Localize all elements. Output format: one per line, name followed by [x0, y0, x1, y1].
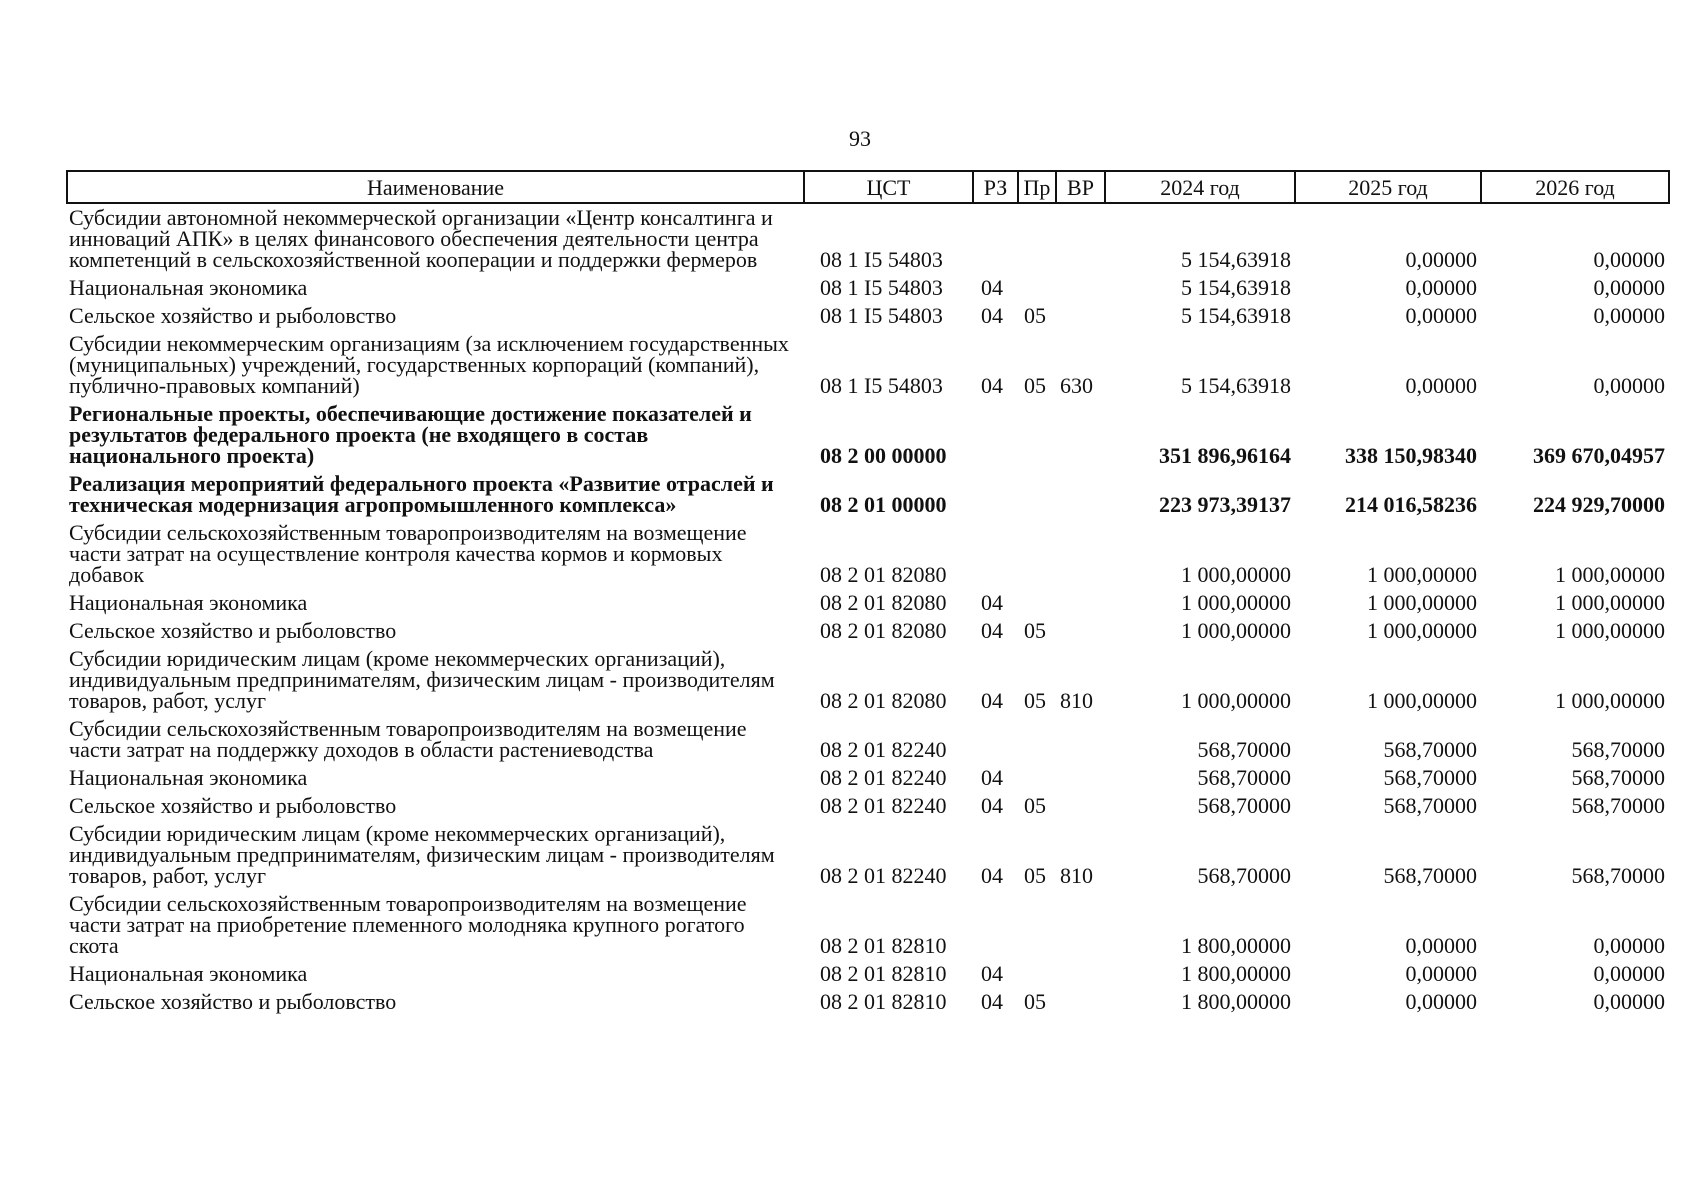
row-vr	[1056, 890, 1105, 960]
row-amount-2025: 568,70000	[1383, 863, 1477, 888]
row-pr	[1018, 764, 1056, 792]
table-row	[67, 617, 1669, 645]
row-amount-2024: 351 896,96164	[1159, 443, 1291, 468]
row-amount-2024: 568,70000	[1197, 765, 1291, 790]
row-amount-2025: 0,00000	[1405, 247, 1477, 272]
row-amount-2026: 1 000,00000	[1555, 562, 1665, 587]
row-rz	[973, 890, 1018, 960]
row-vr	[1056, 203, 1105, 274]
row-vr	[1056, 764, 1105, 792]
row-amount-2026: 0,00000	[1593, 303, 1665, 328]
row-amount-2024: 568,70000	[1197, 863, 1291, 888]
row-cst: 08 2 01 82240	[820, 863, 947, 888]
row-amount-2025: 568,70000	[1383, 793, 1477, 818]
row-amount-2025: 0,00000	[1405, 303, 1477, 328]
row-amount-2024: 1 800,00000	[1181, 989, 1291, 1014]
row-amount-2024: 223 973,39137	[1159, 492, 1291, 517]
row-vr: 630	[1060, 373, 1093, 398]
row-amount-2025: 1 000,00000	[1367, 618, 1477, 643]
row-rz: 04	[981, 765, 1003, 790]
row-amount-2026: 0,00000	[1593, 961, 1665, 986]
row-vr	[1056, 960, 1105, 988]
table-row	[67, 792, 1669, 820]
row-cst: 08 1 I5 54803	[820, 247, 943, 272]
row-name: Сельское хозяйство и рыболовство	[69, 793, 397, 818]
row-cst: 08 1 I5 54803	[820, 303, 943, 328]
row-amount-2024: 1 000,00000	[1181, 688, 1291, 713]
row-pr	[1018, 519, 1056, 589]
row-amount-2026: 0,00000	[1593, 989, 1665, 1014]
row-amount-2026: 568,70000	[1571, 737, 1665, 762]
row-name: Национальная экономика	[69, 961, 308, 986]
row-name: Национальная экономика	[69, 590, 308, 615]
row-amount-2024: 5 154,63918	[1181, 303, 1291, 328]
header-cst: ЦСТ	[804, 171, 973, 203]
row-amount-2026: 0,00000	[1593, 247, 1665, 272]
row-amount-2024: 1 000,00000	[1181, 590, 1291, 615]
row-amount-2024: 1 000,00000	[1181, 562, 1291, 587]
table-row	[67, 890, 1669, 960]
row-amount-2026: 0,00000	[1593, 373, 1665, 398]
budget-table	[66, 170, 1670, 1016]
row-name: Субсидии сельскохозяйственным товаропроизводителям на возмещение части затрат на осуществление контроля качества кормов и кормовых добавок	[69, 520, 747, 587]
row-cst: 08 2 01 82080	[820, 618, 947, 643]
row-amount-2024: 1 800,00000	[1181, 933, 1291, 958]
row-vr	[1056, 400, 1105, 470]
table-row	[67, 302, 1669, 330]
row-amount-2026: 0,00000	[1593, 933, 1665, 958]
table-row	[67, 988, 1669, 1016]
row-amount-2025: 214 016,58236	[1345, 492, 1477, 517]
row-cst: 08 1 I5 54803	[820, 373, 943, 398]
row-cst: 08 2 00 00000	[820, 443, 947, 468]
row-name: Сельское хозяйство и рыболовство	[69, 618, 397, 643]
row-pr: 05	[1024, 373, 1046, 398]
row-pr	[1018, 274, 1056, 302]
table-row	[67, 274, 1669, 302]
row-rz	[973, 715, 1018, 764]
header-pr: Пр	[1018, 171, 1056, 203]
row-amount-2025: 0,00000	[1405, 373, 1477, 398]
header-rz: РЗ	[973, 171, 1018, 203]
table-row	[67, 589, 1669, 617]
row-amount-2024: 1 800,00000	[1181, 961, 1291, 986]
row-name: Субсидии автономной некоммерческой организации «Центр консалтинга и инноваций АПК» в целях финансового обеспечения деятельности центра компетенций в сельскохозяйственной кооперации и поддержки фермеров	[69, 205, 773, 272]
row-rz: 04	[981, 590, 1003, 615]
row-pr	[1018, 470, 1056, 519]
row-amount-2026: 1 000,00000	[1555, 618, 1665, 643]
row-vr	[1056, 792, 1105, 820]
row-amount-2025: 1 000,00000	[1367, 590, 1477, 615]
table-row	[67, 400, 1669, 470]
row-pr	[1018, 400, 1056, 470]
row-name: Национальная экономика	[69, 765, 308, 790]
row-pr: 05	[1024, 793, 1046, 818]
row-cst: 08 1 I5 54803	[820, 275, 943, 300]
table-header	[67, 171, 1669, 203]
row-rz: 04	[981, 688, 1003, 713]
row-vr	[1056, 274, 1105, 302]
row-rz	[973, 203, 1018, 274]
row-cst: 08 2 01 82810	[820, 933, 947, 958]
row-cst: 08 2 01 82080	[820, 688, 947, 713]
row-amount-2026: 1 000,00000	[1555, 590, 1665, 615]
row-pr	[1018, 960, 1056, 988]
row-name: Региональные проекты, обеспечивающие достижение показателей и результатов федерального проекта (не входящего в состав национального проекта)	[69, 401, 752, 468]
row-rz: 04	[981, 275, 1003, 300]
header-year-2026: 2026 год	[1481, 171, 1669, 203]
row-name: Сельское хозяйство и рыболовство	[69, 989, 397, 1014]
row-pr: 05	[1024, 863, 1046, 888]
table-row	[67, 820, 1669, 890]
row-pr	[1018, 890, 1056, 960]
row-amount-2025: 338 150,98340	[1345, 443, 1477, 468]
table-row	[67, 764, 1669, 792]
row-rz	[973, 400, 1018, 470]
row-pr	[1018, 203, 1056, 274]
row-amount-2024: 5 154,63918	[1181, 247, 1291, 272]
row-amount-2026: 224 929,70000	[1533, 492, 1665, 517]
table-row	[67, 203, 1669, 274]
row-amount-2026: 369 670,04957	[1533, 443, 1665, 468]
table-body	[67, 203, 1669, 1016]
row-rz: 04	[981, 989, 1003, 1014]
row-amount-2025: 0,00000	[1405, 989, 1477, 1014]
row-amount-2025: 568,70000	[1383, 765, 1477, 790]
row-amount-2025: 0,00000	[1405, 933, 1477, 958]
row-vr: 810	[1060, 863, 1093, 888]
row-rz	[973, 519, 1018, 589]
table-row	[67, 330, 1669, 400]
row-amount-2026: 568,70000	[1571, 765, 1665, 790]
row-cst: 08 2 01 82810	[820, 989, 947, 1014]
row-amount-2025: 1 000,00000	[1367, 688, 1477, 713]
page-number: 93	[849, 126, 871, 151]
header-vr: ВР	[1056, 171, 1105, 203]
row-vr	[1056, 715, 1105, 764]
row-pr	[1018, 589, 1056, 617]
row-vr: 810	[1060, 688, 1093, 713]
row-pr	[1018, 715, 1056, 764]
row-cst: 08 2 01 82240	[820, 737, 947, 762]
table-row	[67, 519, 1669, 589]
row-cst: 08 2 01 82080	[820, 590, 947, 615]
row-rz	[973, 470, 1018, 519]
row-pr: 05	[1024, 303, 1046, 328]
row-name: Национальная экономика	[69, 275, 308, 300]
row-vr	[1056, 988, 1105, 1016]
header-row	[67, 171, 1669, 203]
row-cst: 08 2 01 82240	[820, 765, 947, 790]
row-amount-2026: 1 000,00000	[1555, 688, 1665, 713]
row-vr	[1056, 302, 1105, 330]
row-name: Субсидии юридическим лицам (кроме некоммерческих организаций), индивидуальным предпринимателям, физическим лицам - производителям товаров, работ, услуг	[69, 821, 775, 888]
header-name: Наименование	[67, 171, 804, 203]
row-rz: 04	[981, 863, 1003, 888]
row-cst: 08 2 01 82810	[820, 961, 947, 986]
row-rz: 04	[981, 373, 1003, 398]
row-vr	[1056, 519, 1105, 589]
row-amount-2025: 0,00000	[1405, 275, 1477, 300]
row-vr	[1056, 617, 1105, 645]
row-pr: 05	[1024, 989, 1046, 1014]
row-cst: 08 2 01 82080	[820, 562, 947, 587]
row-amount-2025: 568,70000	[1383, 737, 1477, 762]
row-pr: 05	[1024, 618, 1046, 643]
row-amount-2025: 0,00000	[1405, 961, 1477, 986]
row-amount-2024: 5 154,63918	[1181, 275, 1291, 300]
row-amount-2024: 568,70000	[1197, 737, 1291, 762]
header-year-2024: 2024 год	[1105, 171, 1295, 203]
header-year-2025: 2025 год	[1295, 171, 1481, 203]
row-rz: 04	[981, 961, 1003, 986]
row-amount-2024: 1 000,00000	[1181, 618, 1291, 643]
row-name: Субсидии сельскохозяйственным товаропроизводителям на возмещение части затрат на поддержку доходов в области растениеводства	[69, 716, 747, 762]
row-amount-2026: 0,00000	[1593, 275, 1665, 300]
row-amount-2026: 568,70000	[1571, 793, 1665, 818]
row-name: Субсидии сельскохозяйственным товаропроизводителям на возмещение части затрат на приобретение племенного молодняка крупного рогатого скота	[69, 891, 747, 958]
row-pr: 05	[1024, 688, 1046, 713]
row-name: Субсидии юридическим лицам (кроме некоммерческих организаций), индивидуальным предпринимателям, физическим лицам - производителям товаров, работ, услуг	[69, 646, 775, 713]
row-rz: 04	[981, 793, 1003, 818]
row-name: Субсидии некоммерческим организациям (за исключением государственных (муниципальных) учреждений, государственных корпораций (компаний), публично-правовых компаний)	[69, 331, 789, 398]
table-row	[67, 960, 1669, 988]
row-name: Сельское хозяйство и рыболовство	[69, 303, 397, 328]
row-amount-2026: 568,70000	[1571, 863, 1665, 888]
row-rz: 04	[981, 303, 1003, 328]
row-rz: 04	[981, 618, 1003, 643]
row-name: Реализация мероприятий федерального проекта «Развитие отраслей и техническая модернизация агропромышленного комплекса»	[69, 471, 774, 517]
row-vr	[1056, 470, 1105, 519]
table-row	[67, 715, 1669, 764]
row-cst: 08 2 01 00000	[820, 492, 947, 517]
table-row	[67, 470, 1669, 519]
row-amount-2024: 5 154,63918	[1181, 373, 1291, 398]
table-row	[67, 645, 1669, 715]
row-amount-2025: 1 000,00000	[1367, 562, 1477, 587]
row-amount-2024: 568,70000	[1197, 793, 1291, 818]
row-cst: 08 2 01 82240	[820, 793, 947, 818]
row-vr	[1056, 589, 1105, 617]
